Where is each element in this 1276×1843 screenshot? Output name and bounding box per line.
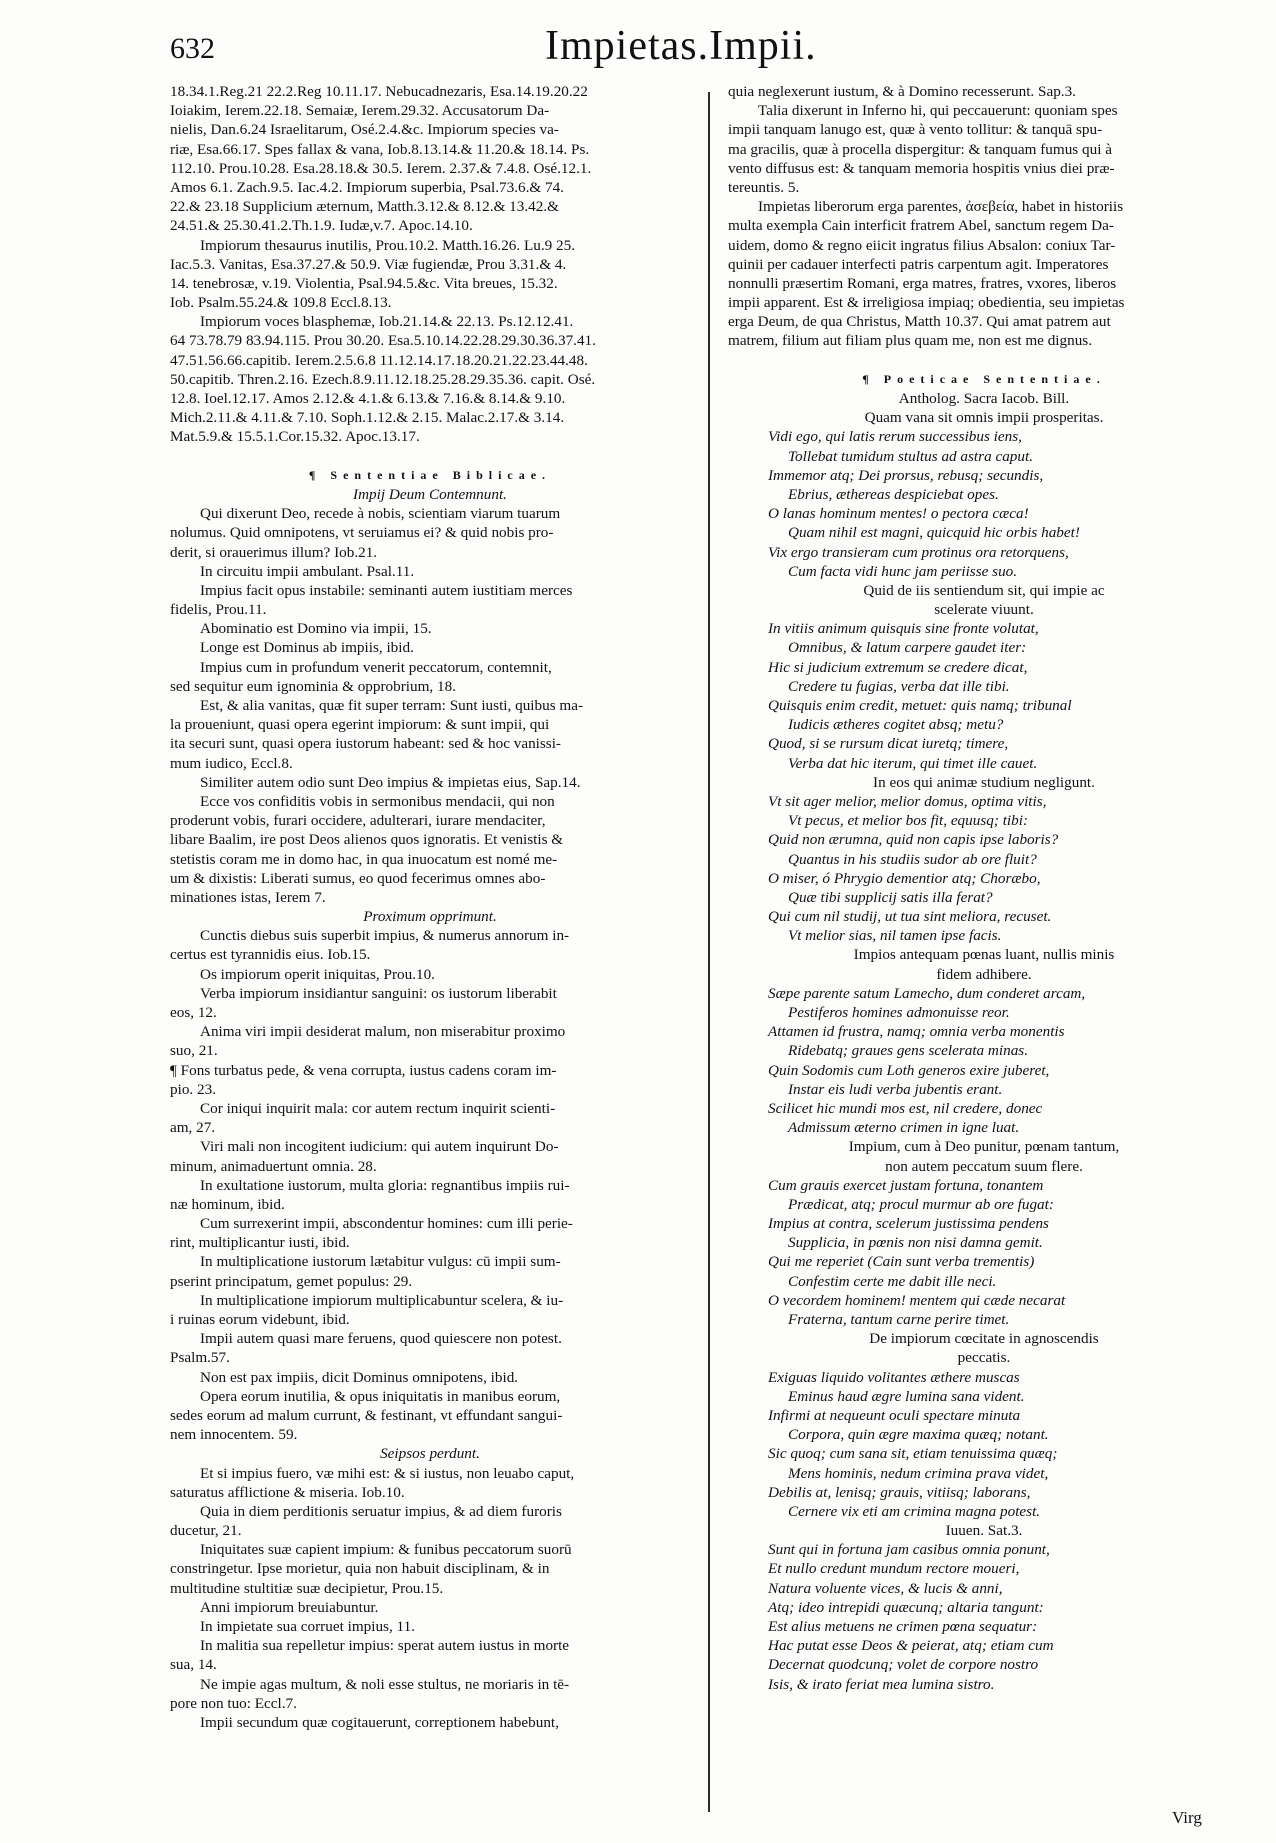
text-line: ducetur, 21. — [170, 1522, 242, 1540]
text-line: Talia dixerunt in Inferno hi, qui peccauerunt: quoniam spes — [758, 102, 1118, 120]
text-line: sed sequitur eum ignominia & opprobrium, 18. — [170, 677, 456, 695]
text-line: Quid non ærumna, quid non capis ipse laboris? — [768, 831, 1059, 849]
text-line: 22.& 23.18 Supplicium æternum, Matth.3.12.& 8.12.& 13.42.& — [170, 198, 559, 216]
text-line: Infirmi at nequeunt oculi spectare minuta — [768, 1406, 1021, 1424]
text-line: Quantus in his studiis sudor ab ore fluit? — [788, 850, 1037, 868]
text-line: Ne impie agas multum, & noli esse stultus, ne moriaris in tē- — [200, 1675, 570, 1693]
text-line: multitudine stultitiæ suæ decipietur, Prou.15. — [170, 1579, 444, 1597]
text-line: sedes eorum ad malum currunt, & festinant, vt effundant sangui- — [170, 1406, 563, 1424]
text-line: In vitiis animum quisquis sine fronte volutat, — [768, 620, 1039, 638]
text-line: Sic quoq; cum sana sit, etiam tenuissima quæq; — [768, 1445, 1058, 1463]
text-line: Vt pecus, et melior bos fit, equusq; tibi: — [788, 812, 1029, 830]
text-line: nonnulli præsertim Romani, erga matres, fratres, vxores, liberos — [728, 274, 1117, 292]
text-line: Corpora, quin ægre maxima quæq; notant. — [788, 1426, 1049, 1444]
text-line: nolumus. Quid omnipotens, vt seruiamus ei? & quid nobis pro- — [170, 524, 554, 542]
text-line: Quod, si se rursum dicat iuretq; timere, — [768, 735, 1009, 753]
text-line: derit, si orauerimus illum? Iob.21. — [170, 543, 378, 561]
left-column — [170, 82, 690, 1732]
text-line: Et si impius fuero, væ mihi est: & si iustus, non leuabo caput, — [200, 1464, 575, 1482]
text-line: mum iudico, Eccl.8. — [170, 754, 293, 772]
text-line: Quam vana sit omnis impii prosperitas. — [864, 409, 1104, 427]
text-line: matrem, filium aut filiam plus quam me, non est me dignus. — [728, 332, 1093, 350]
text-line: Ioiakim, Ierem.22.18. Semaiæ, Ierem.29.32. Accusatorum Da- — [170, 102, 550, 120]
text-line: Proximum opprimunt. — [363, 908, 497, 926]
text-line: ¶ Fons turbatus pede, & vena corrupta, iustus cadens coram im- — [170, 1061, 557, 1079]
text-line: certus est tyrannidis eius. Iob.15. — [170, 946, 371, 964]
text-line: Cum facta vidi hunc jam periisse suo. — [788, 562, 1018, 580]
text-line: Iob. Psalm.55.24.& 109.8 Eccl.8.13. — [170, 294, 392, 312]
text-line: i ruinas eorum videbunt, ibid. — [170, 1311, 350, 1328]
text-line: O vecordem hominem! mentem qui cæde necarat — [768, 1291, 1066, 1309]
text-line: Omnibus, & latum carpere gaudet iter: — [788, 639, 1027, 657]
text-line: quinii per cadauer interfecti patris carpentum agit. Imperatores — [728, 255, 1109, 273]
text-line: Natura voluente vices, & lucis & anni, — [768, 1579, 1003, 1597]
text-line: impii tanquam lanugo est, quæ à vento tollitur: & tanquā spu- — [728, 121, 1103, 139]
text-line: Verba impiorum insidiantur sanguini: os iustorum liberabit — [200, 984, 557, 1002]
text-line: peccatis. — [957, 1349, 1011, 1367]
text-line: Prædicat, atq; procul murmur ab ore fugat: — [788, 1195, 1054, 1213]
text-line: Seipsos perdunt. — [380, 1445, 480, 1463]
text-line: Longe est Dominus ab impiis, ibid. — [200, 639, 414, 657]
text-line: Verba dat hic iterum, qui timet ille cauet. — [788, 754, 1038, 772]
text-line: Debilis at, lenisq; grauis, vitiisq; laborans, — [768, 1483, 1031, 1501]
text-line: Impietas liberorum erga parentes, ἀσεβεία, habet in historiis — [758, 198, 1124, 216]
text-line: Iuuen. Sat.3. — [945, 1522, 1023, 1540]
text-line: Mich.2.11.& 4.11.& 7.10. Soph.1.12.& 2.15. Malac.2.17.& 3.14. — [170, 409, 565, 427]
text-line: riæ, Esa.66.17. Spes fallax & vana, Iob.8.13.14.& 11.20.& 18.14. Ps. — [170, 140, 590, 158]
text-line: am, 27. — [170, 1119, 216, 1137]
text-line: rint, multiplicantur iusti, ibid. — [170, 1234, 350, 1252]
text-line: Atq; ideo intrepidi quæcunq; altaria tangunt: — [768, 1598, 1044, 1616]
text-line: næ hominum, ibid. — [170, 1195, 285, 1213]
text-line: Mat.5.9.& 15.5.1.Cor.15.32. Apoc.13.17. — [170, 428, 420, 446]
text-line: Est alius metuens ne crimen pœna sequatur: — [768, 1618, 1038, 1635]
text-line: 12.8. Ioel.12.17. Amos 2.12.& 4.1.& 6.13.& 7.16.& 8.14.& 9.10. — [170, 390, 566, 407]
text-line: In impietate sua corruet impius, 11. — [200, 1618, 415, 1635]
text-line: Impii autem quasi mare feruens, quod quiescere non potest. — [200, 1330, 562, 1348]
text-line: uidem, domo & regno eiicit ingratus filius Absalon: coniux Tar- — [728, 236, 1116, 254]
text-line: O lanas hominum mentes! o pectora cæca! — [768, 505, 1029, 523]
text-line: Antholog. Sacra Iacob. Bill. — [898, 390, 1070, 407]
text-line: Qui me reperiet (Cain sunt verba trementis) — [768, 1253, 1035, 1271]
text-line: Hic si judicium extremum se credere dicat, — [768, 658, 1028, 676]
text-line: Impios antequam pœnas luant, nullis minis — [853, 946, 1115, 964]
text-line: Quia in diem perditionis seruatur impius, & ad diem furoris — [200, 1502, 562, 1520]
text-line: tereuntis. 5. — [728, 178, 800, 196]
text-line: suo, 21. — [170, 1042, 218, 1060]
text-line: O miser, ó Phrygio dementior atq; Choræbo, — [768, 869, 1041, 887]
text-line: libare Baalim, ire post Deos alienos quos ignoratis. Et venistis & — [170, 831, 564, 849]
text-line: saturatus afflictione & miseria. Iob.10. — [170, 1483, 405, 1501]
text-line: Mens hominis, nedum crimina prava videt, — [788, 1464, 1049, 1482]
text-line: Scilicet hic mundi mos est, nil credere, donec — [768, 1099, 1043, 1117]
text-line: Cum grauis exercet justam fortuna, tonantem — [768, 1176, 1044, 1194]
text-line: Admissum æterno crimen in igne luat. — [788, 1119, 1020, 1137]
text-line: Psalm.57. — [170, 1349, 230, 1367]
text-line: vento diffusus est: & tanquam memoria hospitis vnius diei præ- — [728, 159, 1115, 177]
text-line: Eminus haud ægre lumina sana vident. — [788, 1387, 1025, 1405]
text-line: stetistis coram me in domo hac, in qua inuocatum est nomé me- — [170, 850, 558, 868]
text-line: Supplicia, in pœnis non nisi damna gemit. — [788, 1234, 1043, 1252]
page-header — [170, 22, 860, 72]
text-line: In circuitu impii ambulant. Psal.11. — [200, 562, 415, 580]
text-line: pserint principatum, gemet populus: 29. — [170, 1272, 413, 1290]
text-line: In multiplicatione iustorum lætabitur vulgus: cū impii sum- — [200, 1253, 561, 1271]
text-line: Est, & alia vanitas, quæ fit super terram: Sunt iusti, quibus ma- — [200, 697, 584, 714]
text-line: Similiter autem odio sunt Deo impius & impietas eius, Sap.14. — [200, 773, 581, 791]
text-line: erga Deum, de qua Christus, Matth 10.37. Qui amat patrem aut — [728, 313, 1111, 331]
text-line: 112.10. Prou.10.28. Esa.28.18.& 30.5. Ierem. 2.37.& 7.4.8. Osé.12.1. — [170, 159, 592, 177]
text-line: Hac putat esse Deos & peierat, atq; etiam cum — [768, 1637, 1054, 1655]
text-line: De impiorum cœcitate in agnoscendis — [869, 1330, 1099, 1348]
text-line: Cor iniqui inquirit mala: cor autem rectum inquirit scienti- — [200, 1099, 556, 1117]
text-line — [728, 351, 1240, 370]
text-line: Impius facit opus instabile: seminanti autem iustitiam merces — [200, 581, 573, 599]
text-line: ¶ Sententiae Biblicae. — [308, 467, 552, 482]
text-line: Vidi ego, qui latis rerum successibus iens, — [768, 428, 1022, 446]
text-line: Tollebat tumidum stultus ad astra caput. — [788, 447, 1033, 465]
text-line: Sæpe parente satum Lamecho, dum conderet arcam, — [768, 984, 1086, 1002]
text-line: Instar eis ludi verba jubentis erant. — [788, 1080, 1003, 1098]
text-line: impii apparent. Est & irreligiosa impiaq; obedientia, seu impietas — [728, 294, 1125, 312]
column-divider — [708, 92, 710, 1812]
text-line: pio. 23. — [170, 1080, 216, 1098]
text-line: Iudicis ætheres cogitet absq; metu? — [788, 716, 1004, 734]
text-line: nem innocentem. 59. — [170, 1426, 298, 1444]
text-line: Immemor atq; Dei prorsus, rebusq; secundis, — [768, 466, 1044, 484]
text-line: non autem peccatum suum flere. — [885, 1157, 1083, 1175]
text-line: proderunt vobis, furari occidere, adulterari, iurare mendaciter, — [170, 812, 546, 830]
text-line: ita securi sunt, quasi opera iustorum habeant: sed & hoc vanissi- — [170, 735, 561, 753]
text-line: Credere tu fugias, verba dat ille tibi. — [788, 677, 1010, 695]
right-column — [728, 82, 1240, 1694]
text-line: constringetur. Ipse morietur, quia non habuit disciplinam, & in — [170, 1560, 550, 1578]
text-line: minum, animaduertunt omnia. 28. — [170, 1157, 377, 1175]
text-line: In multiplicatione impiorum multiplicabuntur scelera, & iu- — [200, 1291, 564, 1309]
text-line: Isis, & irato feriat mea lumina sistro. — [768, 1675, 995, 1693]
text-line: fidem adhibere. — [936, 965, 1032, 983]
text-line: um & dixistis: Liberati sumus, eo quod fecerimus omnes abo- — [170, 869, 546, 887]
text-line: Quæ tibi supplicij satis illa ferat? — [788, 888, 993, 906]
text-line: Decernat quodcunq; volet de corpore nostro — [768, 1656, 1039, 1674]
text-line: Cernere vix eti am crimina magna potest. — [788, 1502, 1041, 1520]
text-line: Vix ergo transieram cum protinus ora retorquens, — [768, 543, 1069, 561]
text-line: Et nullo credunt mundum rectore moueri, — [768, 1560, 1020, 1578]
text-line — [170, 447, 690, 466]
catchword: Virg — [1172, 1808, 1202, 1827]
text-line: Abominatio est Domino via impii, 15. — [200, 620, 432, 638]
text-line: sua, 14. — [170, 1656, 217, 1674]
text-line: eos, 12. — [170, 1004, 217, 1021]
text-line: Impiorum thesaurus inutilis, Prou.10.2. Matth.16.26. Lu.9 25. — [200, 236, 576, 254]
text-line: In eos qui animæ studium negligunt. — [873, 773, 1095, 791]
text-line: Os impiorum operit iniquitas, Prou.10. — [200, 965, 435, 983]
running-title: Impietas.Impii. — [545, 23, 817, 69]
text-line: Vt melior sias, nil tamen ipse facis. — [788, 927, 1002, 945]
text-line: 18.34.1.Reg.21 22.2.Reg 10.11.17. Nebucadnezaris, Esa.14.19.20.22 — [170, 83, 588, 100]
text-line: minationes istas, Ierem 7. — [170, 888, 326, 906]
text-line: ma gracilis, quæ à procella dispergitur: & tanquam fumus qui à — [728, 140, 1112, 158]
text-line: Impius cum in profundum venerit peccatorum, contemnit, — [200, 658, 552, 676]
text-line: Sunt qui in fortuna jam casibus omnia ponunt, — [768, 1541, 1050, 1559]
text-line: 50.capitib. Thren.2.16. Ezech.8.9.11.12.18.25.28.29.35.36. capit. Osé. — [170, 370, 596, 388]
text-line: quia neglexerunt iustum, & à Domino recesserunt. Sap.3. — [728, 83, 1076, 100]
text-line: multa exempla Cain interficit fratrem Abel, sanctum regem Da- — [728, 217, 1114, 235]
text-line: Iac.5.3. Vanitas, Esa.37.27.& 50.9. Viæ fugiendæ, Prou 3.31.& 4. — [170, 255, 567, 273]
text-line: Ecce vos confiditis vobis in sermonibus mendacii, qui non — [200, 792, 555, 810]
text-line: Anni impiorum breuiabuntur. — [200, 1598, 379, 1616]
text-line: Impii secundum quæ cogitauerunt, correptionem habebunt, — [200, 1713, 559, 1731]
text-line: Fraterna, tantum carne perire timet. — [788, 1311, 1010, 1328]
text-line: Amos 6.1. Zach.9.5. Iac.4.2. Impiorum superbia, Psal.73.6.& 74. — [170, 178, 564, 196]
text-line: Impij Deum Contemnunt. — [353, 485, 507, 503]
text-line: Ridebatq; graues gens scelerata minas. — [788, 1042, 1029, 1060]
text-line: fidelis, Prou.11. — [170, 601, 267, 619]
page-number: 632 — [170, 32, 215, 65]
text-line: Quid de iis sentiendum sit, qui impie ac — [863, 581, 1105, 599]
text-line: Vt sit ager melior, melior domus, optima vitis, — [768, 792, 1047, 810]
text-line: 47.51.56.66.capitib. Ierem.2.5.6.8 11.12.14.17.18.20.21.22.23.44.48. — [170, 351, 588, 369]
text-line: la proueniunt, quasi opera egerint impiorum: & sunt impii, qui — [170, 716, 550, 734]
text-line: Iniquitates suæ capient impium: & funibus peccatorum suorū — [200, 1541, 572, 1559]
text-line: Cum surrexerint impii, abscondentur homines: cum illi perie- — [200, 1215, 573, 1233]
text-line: Impius at contra, scelerum justissima pendens — [768, 1215, 1049, 1233]
text-line: Pestiferos homines admonuisse reor. — [788, 1004, 1010, 1021]
text-line: 24.51.& 25.30.41.2.Th.1.9. Iudæ,v.7. Apoc.14.10. — [170, 217, 473, 235]
text-line: Exiguas liquido volitantes æthere muscas — [768, 1368, 1020, 1386]
text-line: Qui cum nil studij, ut tua sint meliora, recuset. — [768, 908, 1052, 926]
text-line: Quin Sodomis cum Loth generos exire juberet, — [768, 1061, 1050, 1079]
text-line: pore non tuo: Eccl.7. — [170, 1694, 297, 1712]
text-line: Quam nihil est magni, quicquid hic orbis habet! — [788, 524, 1080, 542]
text-line: In exultatione iustorum, multa gloria: regnantibus impiis rui- — [200, 1176, 570, 1194]
text-line: In malitia sua repelletur impius: sperat autem iustus in morte — [200, 1637, 570, 1655]
text-line: scelerate viuunt. — [934, 601, 1034, 619]
text-line: Cunctis diebus suis superbit impius, & numerus annorum in- — [200, 927, 570, 945]
text-line: 64 73.78.79 83.94.115. Prou 30.20. Esa.5.10.14.22.28.29.30.36.37.41. — [170, 332, 596, 350]
text-line: Opera eorum inutilia, & opus iniquitatis in manibus eorum, — [200, 1387, 561, 1405]
text-line: Non est pax impiis, dicit Dominus omnipotens, ibid. — [200, 1368, 519, 1386]
text-line: Quisquis enim credit, metuet: quis namq; tribunal — [768, 697, 1072, 714]
text-line: Impium, cum à Deo punitur, pœnam tantum, — [848, 1138, 1120, 1156]
text-line: Anima viri impii desiderat malum, non miserabitur proximo — [200, 1023, 566, 1041]
text-line: Qui dixerunt Deo, recede à nobis, scientiam viarum tuarum — [200, 505, 561, 523]
text-line: 14. tenebrosæ, v.19. Violentia, Psal.94.5.&c. Vita breues, 15.32. — [170, 274, 558, 292]
text-line: nielis, Dan.6.24 Israelitarum, Osé.2.4.&c. Impiorum species va- — [170, 121, 559, 139]
text-line: Ebrius, æthereas despiciebat opes. — [788, 485, 999, 503]
text-line: Viri mali non incogitent iudicium: qui autem inquirunt Do- — [200, 1138, 559, 1156]
text-line: Confestim certe me dabit ille neci. — [788, 1272, 997, 1290]
text-line: Impiorum voces blasphemæ, Iob.21.14.& 22.13. Ps.12.12.41. — [200, 313, 574, 331]
text-line: ¶ Poeticae Sententiae. — [862, 371, 1106, 386]
text-line: Attamen id frustra, namq; omnia verba monentis — [768, 1023, 1065, 1041]
